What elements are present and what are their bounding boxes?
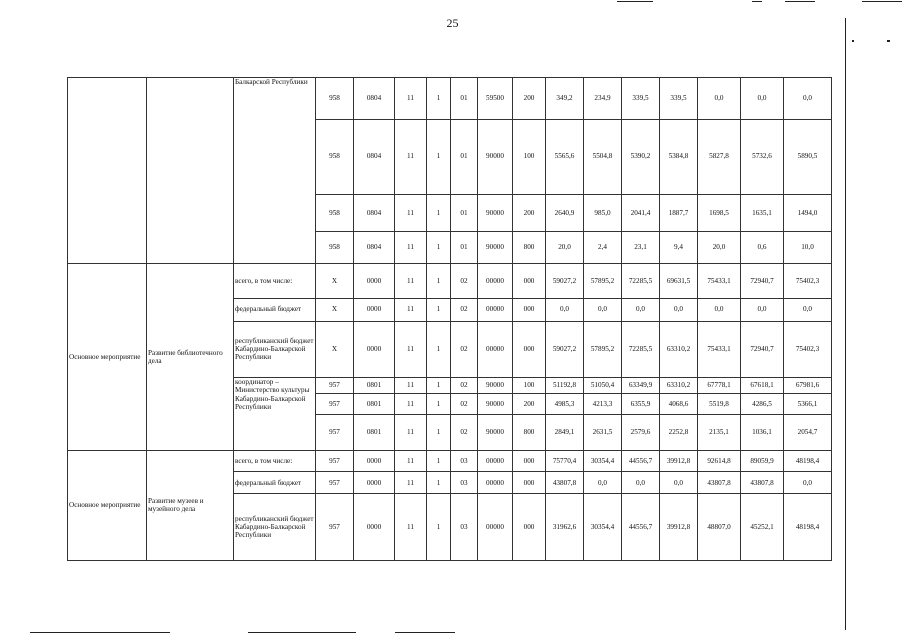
code-vr-cell: 200	[513, 78, 546, 120]
amount-cell: 2579,6	[622, 415, 660, 450]
code-p3-cell: 02	[451, 377, 478, 394]
scan-mark-bottom	[248, 632, 356, 633]
amount-cell: 985,0	[584, 194, 622, 231]
amount-cell: 9,4	[660, 232, 698, 264]
status-cell	[68, 78, 147, 264]
code-rz-cell: 0801	[354, 415, 395, 450]
amount-cell: 63310,2	[660, 321, 698, 377]
code-vr-cell: 000	[513, 298, 546, 321]
code-p1-cell: 11	[395, 472, 427, 494]
source-cell: всего, в том числе:	[234, 264, 316, 298]
scan-mark-top	[862, 1, 902, 2]
amount-cell: 59027,2	[546, 264, 584, 298]
source-cell: федеральный бюджет	[234, 298, 316, 321]
code-gr-cell: 958	[316, 78, 354, 120]
amount-cell: 0,0	[660, 472, 698, 494]
amount-cell: 72285,5	[622, 264, 660, 298]
code-p2-cell: 1	[427, 415, 451, 450]
code-p4-cell: 90000	[478, 119, 513, 194]
code-p4-cell: 00000	[478, 472, 513, 494]
amount-cell: 44556,7	[622, 450, 660, 472]
code-p2-cell: 1	[427, 494, 451, 561]
code-p3-cell: 01	[451, 194, 478, 231]
code-p2-cell: 1	[427, 450, 451, 472]
code-rz-cell: 0804	[354, 78, 395, 120]
code-gr-cell: 958	[316, 194, 354, 231]
status-cell: Основное мероприятие	[68, 450, 147, 560]
code-p2-cell: 1	[427, 472, 451, 494]
amount-cell: 51050,4	[584, 377, 622, 394]
amount-cell: 0,0	[784, 78, 832, 120]
code-gr-cell: 957	[316, 377, 354, 394]
amount-cell: 2054,7	[784, 415, 832, 450]
code-p2-cell: 1	[427, 377, 451, 394]
amount-cell: 1635,1	[741, 194, 784, 231]
amount-cell: 43807,8	[741, 472, 784, 494]
code-p3-cell: 02	[451, 264, 478, 298]
amount-cell: 72285,5	[622, 321, 660, 377]
amount-cell: 5390,2	[622, 119, 660, 194]
amount-cell: 2135,1	[698, 415, 741, 450]
amount-cell: 0,0	[584, 472, 622, 494]
code-gr-cell: 957	[316, 450, 354, 472]
code-vr-cell: 000	[513, 494, 546, 561]
amount-cell: 2640,9	[546, 194, 584, 231]
amount-cell: 339,5	[622, 78, 660, 120]
code-p1-cell: 11	[395, 232, 427, 264]
amount-cell: 5732,6	[741, 119, 784, 194]
amount-cell: 6355,9	[622, 394, 660, 415]
amount-cell: 75402,3	[784, 264, 832, 298]
amount-cell: 0,0	[784, 472, 832, 494]
code-gr-cell: Х	[316, 321, 354, 377]
code-p3-cell: 03	[451, 450, 478, 472]
code-gr-cell: 957	[316, 494, 354, 561]
code-gr-cell: 957	[316, 394, 354, 415]
status-cell: Основное мероприятие	[68, 264, 147, 450]
amount-cell: 5366,1	[784, 394, 832, 415]
name-cell	[147, 78, 234, 264]
code-p4-cell: 00000	[478, 321, 513, 377]
code-p3-cell: 03	[451, 494, 478, 561]
amount-cell: 4068,6	[660, 394, 698, 415]
amount-cell: 2041,4	[622, 194, 660, 231]
source-cell: Балкарской Республики	[234, 78, 316, 264]
code-p4-cell: 90000	[478, 415, 513, 450]
amount-cell: 67778,1	[698, 377, 741, 394]
amount-cell: 75433,1	[698, 264, 741, 298]
amount-cell: 45252,1	[741, 494, 784, 561]
amount-cell: 2631,5	[584, 415, 622, 450]
amount-cell: 44556,7	[622, 494, 660, 561]
amount-cell: 48198,4	[784, 450, 832, 472]
code-p2-cell: 1	[427, 78, 451, 120]
code-gr-cell: 957	[316, 472, 354, 494]
amount-cell: 51192,8	[546, 377, 584, 394]
code-vr-cell: 800	[513, 415, 546, 450]
amount-cell: 2252,8	[660, 415, 698, 450]
amount-cell: 72940,7	[741, 321, 784, 377]
amount-cell: 31962,6	[546, 494, 584, 561]
code-rz-cell: 0000	[354, 264, 395, 298]
amount-cell: 30354,4	[584, 450, 622, 472]
code-p3-cell: 02	[451, 394, 478, 415]
scan-dot	[852, 40, 854, 42]
code-p2-cell: 1	[427, 264, 451, 298]
scan-mark-bottom	[395, 632, 455, 633]
code-rz-cell: 0000	[354, 472, 395, 494]
code-p3-cell: 02	[451, 415, 478, 450]
code-gr-cell: 958	[316, 119, 354, 194]
code-p4-cell: 00000	[478, 450, 513, 472]
amount-cell: 59027,2	[546, 321, 584, 377]
code-p3-cell: 02	[451, 321, 478, 377]
source-cell: федеральный бюджет	[234, 472, 316, 494]
amount-cell: 48807,0	[698, 494, 741, 561]
scan-mark-top	[752, 1, 762, 2]
code-vr-cell: 800	[513, 232, 546, 264]
code-p4-cell: 90000	[478, 394, 513, 415]
code-p1-cell: 11	[395, 450, 427, 472]
amount-cell: 0,0	[584, 298, 622, 321]
amount-cell: 0,0	[660, 298, 698, 321]
amount-cell: 89059,9	[741, 450, 784, 472]
code-p1-cell: 11	[395, 377, 427, 394]
amount-cell: 234,9	[584, 78, 622, 120]
code-p1-cell: 11	[395, 298, 427, 321]
code-p1-cell: 11	[395, 321, 427, 377]
code-rz-cell: 0801	[354, 377, 395, 394]
code-rz-cell: 0801	[354, 394, 395, 415]
amount-cell: 67618,1	[741, 377, 784, 394]
amount-cell: 2,4	[584, 232, 622, 264]
amount-cell: 5565,6	[546, 119, 584, 194]
scan-mark-top	[617, 1, 653, 2]
code-gr-cell: 957	[316, 415, 354, 450]
amount-cell: 0,0	[698, 298, 741, 321]
amount-cell: 75402,3	[784, 321, 832, 377]
code-p4-cell: 90000	[478, 377, 513, 394]
amount-cell: 0,0	[622, 298, 660, 321]
code-gr-cell: 958	[316, 232, 354, 264]
code-p2-cell: 1	[427, 298, 451, 321]
code-rz-cell: 0000	[354, 494, 395, 561]
source-cell: республиканский бюджет Кабардино-Балкарской Республики	[234, 494, 316, 561]
code-p3-cell: 03	[451, 472, 478, 494]
table-row	[68, 450, 832, 472]
code-p4-cell: 00000	[478, 494, 513, 561]
code-vr-cell: 000	[513, 264, 546, 298]
code-p3-cell: 01	[451, 232, 478, 264]
code-vr-cell: 000	[513, 472, 546, 494]
amount-cell: 63349,9	[622, 377, 660, 394]
amount-cell: 20,0	[698, 232, 741, 264]
source-cell: всего, в том числе:	[234, 450, 316, 472]
source-cell: республиканский бюджет Кабардино-Балкарской Республики	[234, 321, 316, 377]
table-row	[68, 78, 832, 120]
amount-cell: 5519,8	[698, 394, 741, 415]
budget-table	[67, 77, 832, 561]
amount-cell: 43807,8	[698, 472, 741, 494]
amount-cell: 39912,8	[660, 450, 698, 472]
code-rz-cell: 0000	[354, 450, 395, 472]
code-rz-cell: 0804	[354, 232, 395, 264]
amount-cell: 39912,8	[660, 494, 698, 561]
amount-cell: 75770,4	[546, 450, 584, 472]
code-p1-cell: 11	[395, 264, 427, 298]
source-cell: координатор – Министерство культуры Кабардино-Балкарской Республики	[234, 377, 316, 450]
amount-cell: 63310,2	[660, 377, 698, 394]
code-vr-cell: 100	[513, 377, 546, 394]
code-rz-cell: 0804	[354, 194, 395, 231]
amount-cell: 72940,7	[741, 264, 784, 298]
amount-cell: 0,0	[622, 472, 660, 494]
code-p4-cell: 59500	[478, 78, 513, 120]
amount-cell: 20,0	[546, 232, 584, 264]
code-p2-cell: 1	[427, 321, 451, 377]
code-p2-cell: 1	[427, 119, 451, 194]
code-p1-cell: 11	[395, 394, 427, 415]
code-vr-cell: 000	[513, 321, 546, 377]
amount-cell: 5827,8	[698, 119, 741, 194]
amount-cell: 5890,5	[784, 119, 832, 194]
code-p1-cell: 11	[395, 494, 427, 561]
code-p2-cell: 1	[427, 394, 451, 415]
amount-cell: 0,0	[698, 78, 741, 120]
amount-cell: 1036,1	[741, 415, 784, 450]
code-gr-cell: Х	[316, 298, 354, 321]
amount-cell: 1887,7	[660, 194, 698, 231]
code-p3-cell: 01	[451, 119, 478, 194]
code-rz-cell: 0804	[354, 119, 395, 194]
code-p1-cell: 11	[395, 119, 427, 194]
code-p1-cell: 11	[395, 78, 427, 120]
amount-cell: 69631,5	[660, 264, 698, 298]
code-vr-cell: 200	[513, 394, 546, 415]
amount-cell: 57895,2	[584, 321, 622, 377]
amount-cell: 75433,1	[698, 321, 741, 377]
code-p4-cell: 00000	[478, 264, 513, 298]
scan-mark-top	[785, 1, 815, 2]
amount-cell: 4213,3	[584, 394, 622, 415]
code-p2-cell: 1	[427, 232, 451, 264]
code-vr-cell: 100	[513, 119, 546, 194]
amount-cell: 5384,8	[660, 119, 698, 194]
amount-cell: 339,5	[660, 78, 698, 120]
amount-cell: 23,1	[622, 232, 660, 264]
code-p4-cell: 90000	[478, 232, 513, 264]
amount-cell: 0,0	[546, 298, 584, 321]
amount-cell: 0,6	[741, 232, 784, 264]
page-number: 25	[446, 16, 459, 30]
code-rz-cell: 0000	[354, 321, 395, 377]
amount-cell: 67981,6	[784, 377, 832, 394]
amount-cell: 92614,8	[698, 450, 741, 472]
amount-cell: 349,2	[546, 78, 584, 120]
amount-cell: 1494,0	[784, 194, 832, 231]
code-p4-cell: 90000	[478, 194, 513, 231]
code-gr-cell: Х	[316, 264, 354, 298]
name-cell: Развитие музеев и музейного дела	[147, 450, 234, 560]
amount-cell: 0,0	[741, 78, 784, 120]
code-p3-cell: 02	[451, 298, 478, 321]
amount-cell: 0,0	[741, 298, 784, 321]
code-p4-cell: 00000	[478, 298, 513, 321]
scan-dot	[887, 40, 890, 42]
amount-cell: 1698,5	[698, 194, 741, 231]
amount-cell: 10,0	[784, 232, 832, 264]
code-p2-cell: 1	[427, 194, 451, 231]
amount-cell: 43807,8	[546, 472, 584, 494]
table-row	[68, 264, 832, 298]
code-p1-cell: 11	[395, 194, 427, 231]
code-rz-cell: 0000	[354, 298, 395, 321]
amount-cell: 4286,5	[741, 394, 784, 415]
code-p1-cell: 11	[395, 415, 427, 450]
amount-cell: 4985,3	[546, 394, 584, 415]
amount-cell: 57895,2	[584, 264, 622, 298]
name-cell: Развитие библиотечного дела	[147, 264, 234, 450]
code-p3-cell: 01	[451, 78, 478, 120]
amount-cell: 5504,8	[584, 119, 622, 194]
amount-cell: 30354,4	[584, 494, 622, 561]
amount-cell: 2849,1	[546, 415, 584, 450]
amount-cell: 0,0	[784, 298, 832, 321]
code-vr-cell: 000	[513, 450, 546, 472]
amount-cell: 48198,4	[784, 494, 832, 561]
scan-mark-bottom	[30, 632, 170, 633]
scan-mark-right	[845, 18, 846, 630]
code-vr-cell: 200	[513, 194, 546, 231]
